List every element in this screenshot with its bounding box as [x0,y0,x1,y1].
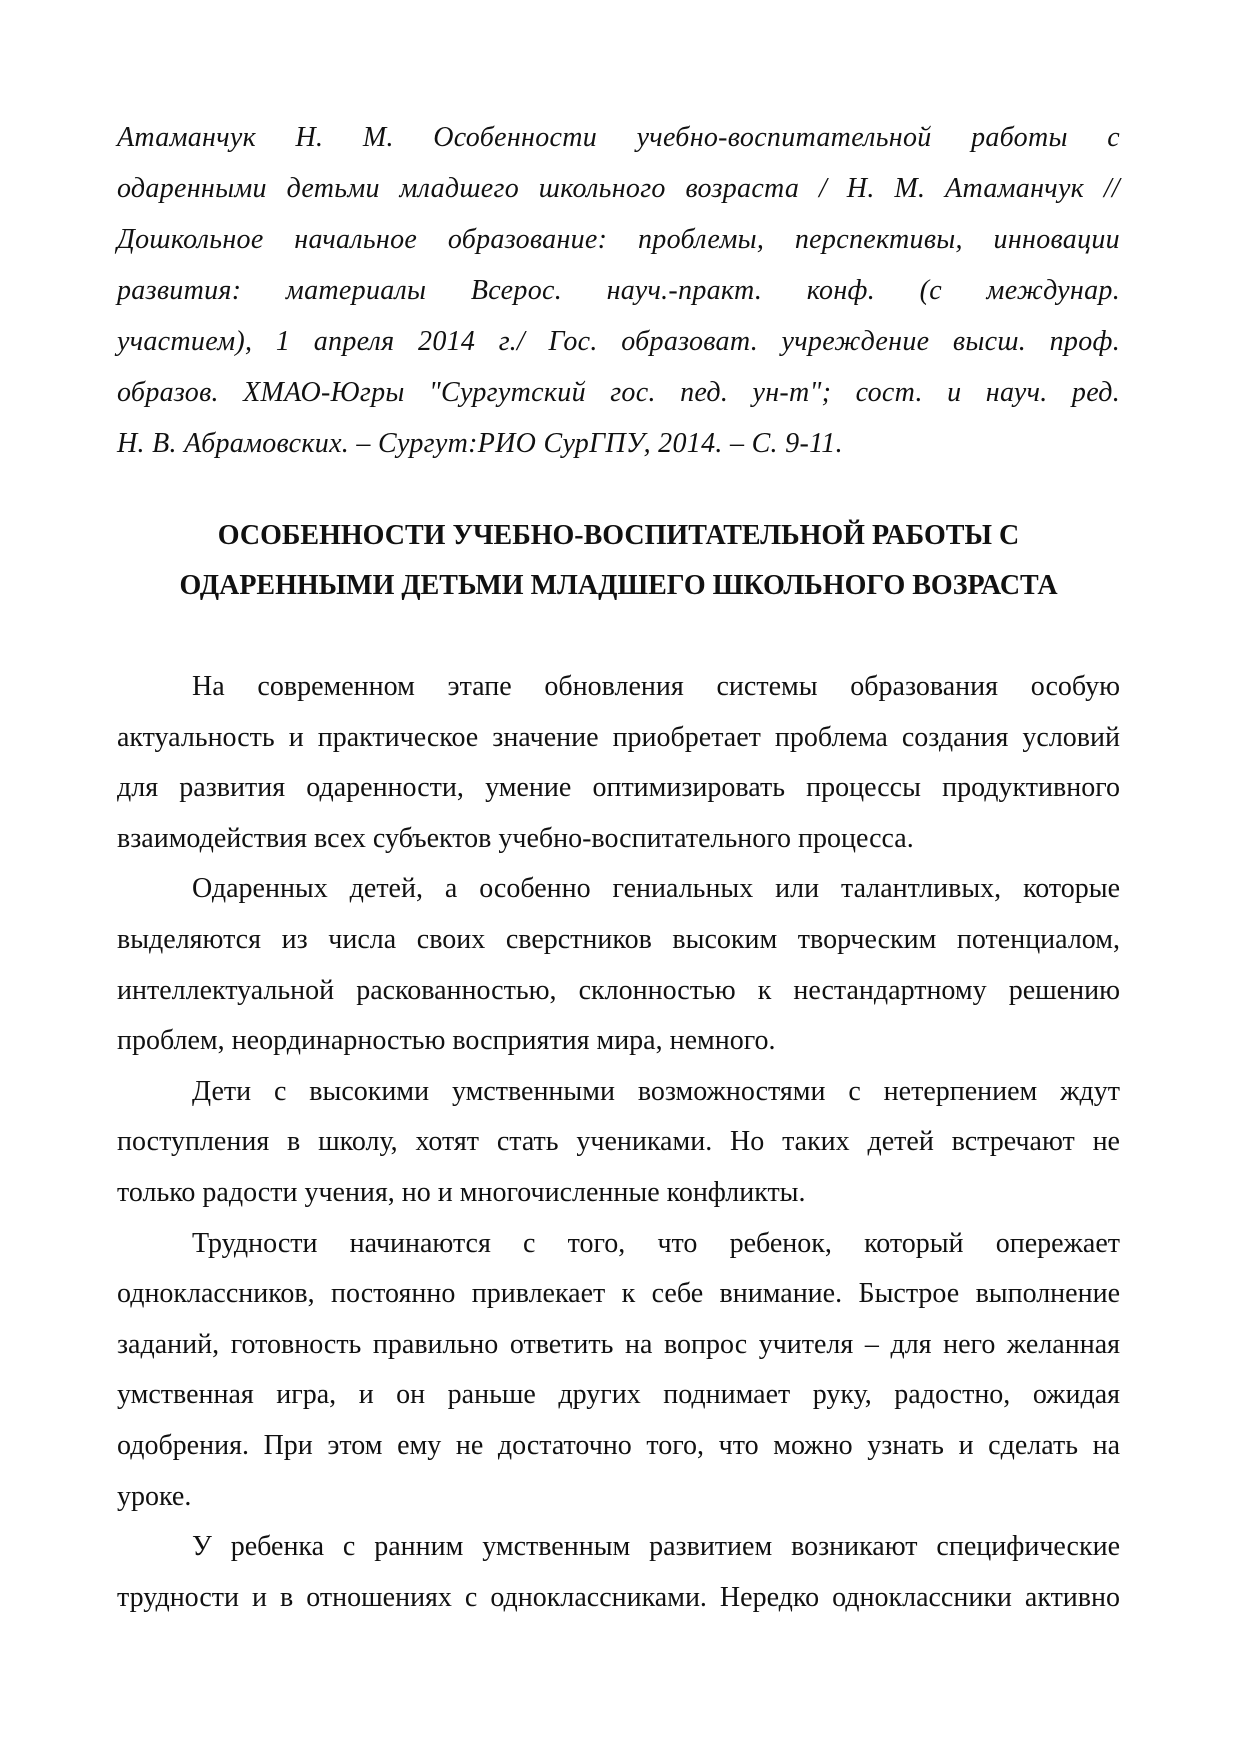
bibliographic-citation [117,112,1120,469]
article-body [117,662,1120,1623]
paragraph-line: Дети с высокими умственными возможностями с нетерпением ждут [192,1075,1120,1107]
article-title [117,511,1120,611]
citation-line: образов. ХМАО-Югры "Сургутский гос. пед. ун-т"; сост. и науч. ред. [117,377,1120,408]
paragraph-line: одобрения. При этом ему не достаточно того, что можно узнать и сделать на [117,1429,1120,1461]
citation-line: Дошкольное начальное образование: проблемы, перспективы, инновации [117,224,1120,255]
paragraph-line: для развития одаренности, умение оптимизировать процессы продуктивного [117,772,1120,804]
paragraph-line: одноклассников, постоянно привлекает к себе внимание. Быстрое выполнение [117,1278,1120,1310]
paragraph-line: проблем, неординарностью восприятия мира, немного. [117,1025,776,1057]
paragraph-line: поступления в школу, хотят стать учениками. Но таких детей встречают не [117,1126,1120,1158]
citation-line: одаренными детьми младшего школьного возраста / Н. М. Атаманчук // [117,173,1120,204]
paragraph-line: только радости учения, но и многочисленные конфликты. [117,1176,806,1208]
paragraph-line: заданий, готовность правильно ответить на вопрос учителя – для него желанная [117,1328,1120,1360]
paragraph-line: Одаренных детей, а особенно гениальных или талантливых, которые [192,873,1120,905]
paragraph-line: выделяются из числа своих сверстников высоким творческим потенциалом, [117,923,1120,955]
paragraph-line: Трудности начинаются с того, что ребенок, который опережает [192,1227,1120,1259]
paragraph-line: умственная игра, и он раньше других поднимает руку, радостно, ожидая [117,1379,1120,1411]
citation-line: Атаманчук Н. М. Особенности учебно-воспитательной работы с [117,122,1120,153]
citation-line: развития: материалы Всерос. науч.-практ. конф. (с междунар. [117,275,1120,306]
paragraph-line: интеллектуальной раскованностью, склонностью к нестандартному решению [117,974,1120,1006]
paragraph-line: уроке. [117,1480,192,1512]
citation-line: Н. В. Абрамовских. – Сургут:РИО СурГПУ, 2014. – С. 9-11. [117,428,843,459]
title-line: ОСОБЕННОСТИ УЧЕБНО-ВОСПИТАТЕЛЬНОЙ РАБОТЫ С [217,520,1020,551]
citation-line: участием), 1 апреля 2014 г./ Гос. образоват. учреждение высш. проф. [117,326,1120,357]
paragraph-line: У ребенка с ранним умственным развитием возникают специфические [192,1531,1120,1563]
title-line: ОДАРЕННЫМИ ДЕТЬМИ МЛАДШЕГО ШКОЛЬНОГО ВОЗРАСТА [179,570,1058,601]
paragraph-line: На современном этапе обновления системы образования особую [192,671,1120,702]
paragraph-line: взаимодействия всех субъектов учебно-воспитательного процесса. [117,822,914,854]
paragraph-line: актуальность и практическое значение приобретает проблема создания условий [117,721,1120,753]
paragraph-line: трудности и в отношениях с одноклассниками. Нередко одноклассники активно [117,1581,1120,1613]
